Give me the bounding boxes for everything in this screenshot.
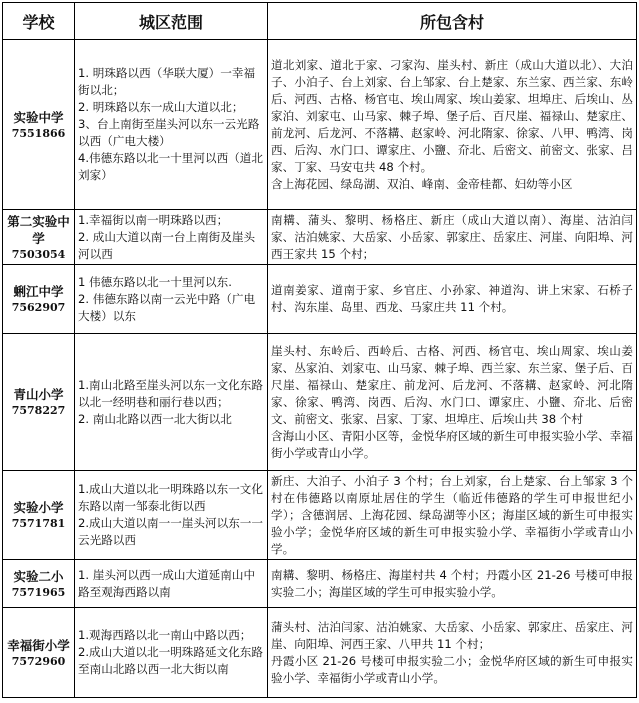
range-line: 1. 明珠路以西（华联大厦）一幸福街以北； [78,66,256,97]
villages-note: 丹霞小区 21-26 号楼可申报实验二小；金悦华府区域的新生可申报实验小学、幸福街小学或青山小学。 [271,653,633,685]
school-code: 7571781 [11,517,66,530]
school-code: 7551866 [11,126,66,140]
school-name: 青山小学 [13,387,64,402]
range-line: 3、台上南街至崖头河以东一云光路以西（广电大楼） [78,117,260,148]
range-cell [75,471,268,560]
school-cell [3,334,75,471]
table-row [3,265,637,334]
header-school: 学校 [3,3,75,40]
table-row [3,560,637,608]
school-name: 实验二小 [13,568,64,584]
table-row [3,334,637,471]
header-range: 城区范围 [75,3,268,40]
range-cell [75,210,268,265]
villages-cell [268,471,637,560]
range-line: 1.幸福街以南一明珠路以西； [78,212,229,227]
villages-text: 崖头村、东岭后、西岭后、古格、河西、杨官屯、埃山周家、埃山姜家、丛家泊、刘家屯、山马家、棘子埠、西兰家、东兰家、堡子后、百尺崖、福禄山、楚家庄、前龙河、后龙河、不落耩、赵家岭、河北隋家、徐家、鸭湾、岗西、后沟、水门口、谭家庄、小鹽、夼北、后密文、前密文、张家、吕家、丁家、坦埠庄、后埃山共 38 个村 [271,343,633,426]
range-cell [75,334,268,471]
table-row [3,608,637,698]
school-code: 7571965 [11,585,66,599]
range-cell [75,560,268,608]
header-villages: 所包含村 [268,3,637,40]
villages-text: 南耩、黎明、杨格庄、海崖村共 4 个村；丹霞小区 21-26 号楼可申报实验二小；海崖区域的学生可申报实验小学。 [271,567,633,599]
villages-cell [268,210,637,265]
school-code: 7572960 [11,654,66,668]
range-line: 1.南山北路至崖头河以东一文化东路以北一经明巷和丽行巷以西； [78,377,263,409]
school-code: 7562907 [11,301,66,314]
school-cell [3,265,75,334]
villages-text: 新庄、大泊子、小泊子 3 个村；台上刘家，台上楚家、台上邹家 3 个村在伟德路以南原址居住的学生（临近伟德路的学生可申报世纪小学）；含德润居、上海花园、绿岛湖等小区；海崖区域的新生可申报实验小学；金悦华府区域的新生可申报实验小学、幸福街小学或青山小学。 [271,473,633,556]
villages-text: 南耩、蒲头、黎明、杨格庄、新庄（成山大道以南）、海崖、沽泊闫家、沽泊姚家、大岳家、小岳家、郭家庄、岳家庄、河崖、向阳埠、河西王家共 15 个村； [271,212,633,261]
range-cell [75,265,268,334]
school-name: 第二实验中学 [7,213,70,246]
range-line: 4.伟德东路以北一十里河以西（道北刘家） [78,151,263,182]
range-line: 2. 成山大道以南一台上南街及崖头河以西 [78,229,256,261]
villages-text: 道南姜家、道南于家、乡官庄、小孙家、神道沟、讲上宋家、石桥子村、沟东崖、岛里、西龙、马家庄共 11 个村。 [271,283,633,314]
range-line: 1.观海西路以北一南山中路以西； [78,628,252,642]
school-name: 实验小学 [13,500,64,515]
villages-cell [268,265,637,334]
school-name: 实验中学 [13,109,64,125]
villages-note: 含海山小区、青阳小区等，金悦华府区域的新生可申报实验小学、幸福街小学或青山小学。 [271,428,633,460]
villages-text: 蒲头村、沽泊闫家、沽泊姚家、大岳家、小岳家、郭家庄、岳家庄、河崖、向阳埠、河西王家、八甲共 11 个村； [271,619,633,651]
range-line: 2. 明珠路以东一成山大道以北； [78,100,244,114]
villages-cell [268,334,637,471]
school-name: 幸福街小学 [7,637,70,653]
table-row [3,471,637,560]
school-cell [3,210,75,265]
table-row [3,210,637,265]
range-cell [75,40,268,210]
school-name: 蜊江中学 [13,284,64,299]
range-line: 1 伟德东路以北一十里河以东. [78,274,232,289]
school-cell [3,608,75,698]
school-code: 7578227 [11,404,66,417]
range-line: 2. 伟德东路以南一云光中路（广电大楼）以东 [78,291,256,323]
range-cell [75,608,268,698]
school-zoning-table [2,2,637,698]
range-line: 2. 南山北路以西一北大街以北 [78,411,232,426]
range-line: 1. 崖头河以西一成山大道延南山中路至观海西路以南 [78,567,256,599]
range-line: 2.成山大道以南一一崖头河以东一一云光路以西 [78,516,263,547]
villages-cell [268,560,637,608]
villages-cell [268,40,637,210]
header-row [3,3,637,40]
school-cell [3,471,75,560]
villages-cell [268,608,637,698]
range-line: 1.成山大道以北一明珠路以东一文化东路以南一邹泰北街以西 [78,482,263,513]
range-line: 2.成山大道以北一明珠路延文化东路至南山北路以西一北大街以南 [78,645,263,676]
villages-note: 含上海花园、绿岛湖、双泊、峰南、金帝桂都、妇幼等小区 [271,176,573,191]
villages-text: 道北刘家、道北于家、刁家沟、崖头村、新庄（成山大道以北）、大泊子、小泊子、台上刘家、台上邹家、台上楚家、东兰家、西兰家、东岭后、河西、古格、杨官屯、埃山周家、埃山姜家、坦埠庄、后埃山、丛家泊、刘家屯、山马家、棘子埠、堡子后、百尺崖、福禄山、楚家庄、前龙河、后龙河、不落耩、赵家岭、河北隋家、徐家、八甲、鸭湾、岗西、后沟、水门口、谭家庄、小鹽、夼北、后密文、前密文、张家、吕家、丁家、马安屯共 48 个村。 [271,57,633,174]
school-cell [3,40,75,210]
school-code: 7503054 [11,247,66,261]
school-cell [3,560,75,608]
table-row [3,40,637,210]
